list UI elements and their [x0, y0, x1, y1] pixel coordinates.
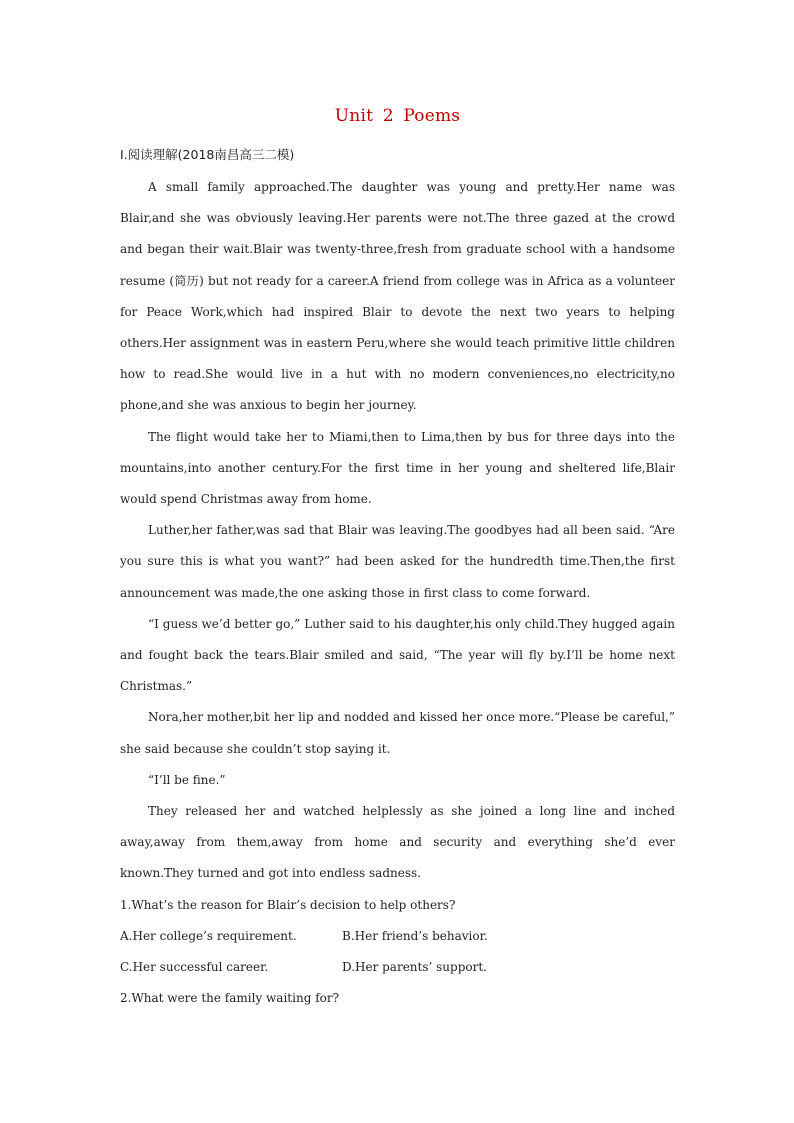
option-b: B.Her friend’s behavior.: [342, 928, 488, 943]
question-2-stem: 2.What were the family waiting for?: [120, 991, 340, 1006]
paragraph-7: They released her and watched helplessly as she joined a long line and inched away,away from them,away from home and security and everything she’d ever known.They turned and got into endless sadness.: [120, 804, 675, 881]
paragraph-6: “I’ll be fine.”: [148, 772, 226, 787]
paragraph-3: Luther,her father,was sad that Blair was leaving.The goodbyes had all been said. “Are you sure this is what you want?” had been asked for the hundredth time.Then,the first announcement was made,the one asking those in first class to come forward.: [120, 523, 675, 600]
reading-passage: [120, 172, 675, 1014]
option-d: D.Her parents’ support.: [342, 960, 487, 975]
question-1-options-row-1: [120, 921, 675, 952]
paragraph-1: A small family approached.The daughter was young and pretty.Her name was Blair,and she was obviously leaving.Her parents were not.The three gazed at the crowd and began their wait.Blair was twenty-three,fresh from graduate school with a handsome resume (简历) but not ready for a career.A friend from college was in Africa as a volunteer for Peace Work,which had inspired Blair to devote the next two years to helping others.Her assignment was in eastern Peru,where she would teach primitive little children how to read.She would live in a hut with no modern conveniences,no electricity,no phone,and she was anxious to begin her journey.: [120, 180, 675, 413]
option-c: C.Her successful career.: [120, 960, 269, 975]
option-a: A.Her college’s requirement.: [120, 928, 297, 943]
section-heading: Ⅰ.阅读理解(2018南昌高三二模): [120, 147, 295, 162]
paragraph-5: Nora,her mother,bit her lip and nodded and kissed her once more.“Please be careful,” she said because she couldn’t stop saying it.: [120, 710, 675, 756]
paragraph-4: “I guess we’d better go,” Luther said to his daughter,his only child.They hugged again and fought back the tears.Blair smiled and said, “The year will fly by.I’ll be home next Christmas.”: [120, 616, 675, 694]
paragraph-2: The flight would take her to Miami,then to Lima,then by bus for three days into the mountains,into another century.For the first time in her young and sheltered life,Blair would spend Christmas away from home.: [120, 429, 675, 507]
question-1-stem: 1.What’s the reason for Blair’s decision to help others?: [120, 897, 456, 912]
page-title: Unit 2 Poems: [334, 106, 461, 126]
question-1-options-row-2: [120, 952, 675, 983]
